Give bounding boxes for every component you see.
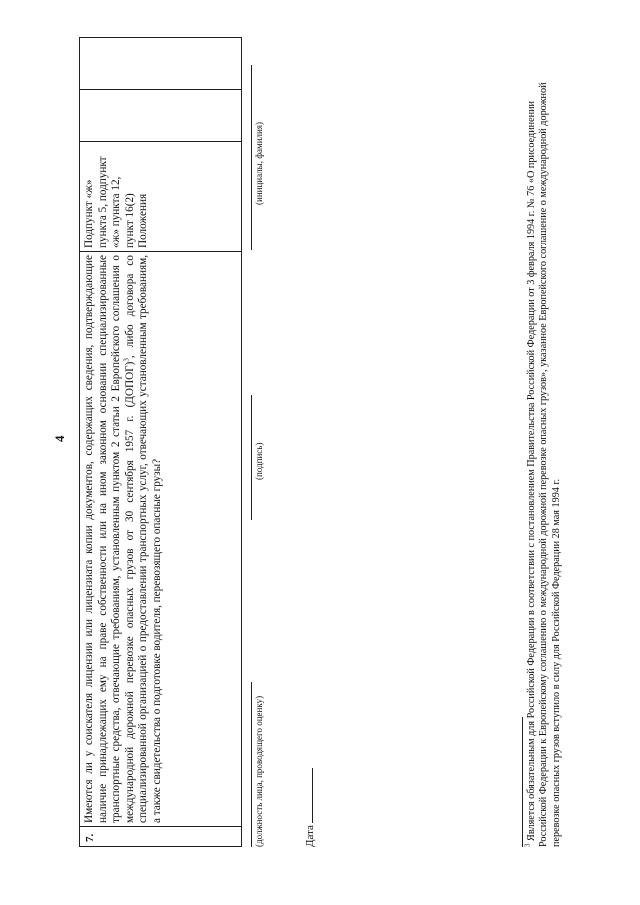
page-number: 4 — [52, 435, 67, 442]
question-text-part-1: Имеются ли у соискателя лицензии или лицензиата копии документов, содержащих сведения, подтверждающие наличие принадлежащих ему на праве собственности или на ином законном основании специализированные транспортные средства, отвечающие требованиям, установленным пунктом 2 статьи 2 Европейского соглашения о международной дорожной перевозке опасных грузов от 30 сентября 1957 г. (ДОПОГ) — [83, 255, 136, 823]
date-row — [303, 768, 316, 847]
footnote — [523, 57, 563, 847]
signature-line — [251, 395, 252, 520]
date-line — [303, 768, 313, 823]
table-divider — [80, 826, 241, 827]
table-divider — [80, 89, 241, 90]
footnote-rule — [522, 717, 523, 847]
row-number: 7. — [84, 833, 96, 842]
position-line — [251, 682, 252, 847]
reference-text: Подпункт «ж» пункта 5, подпункт «ж» пункта 12, пункт 16(2) Положения — [83, 156, 150, 248]
name-line — [251, 65, 252, 250]
footnote-marker: 3 — [523, 843, 532, 847]
footnote-ref: 3 — [122, 358, 131, 362]
date-label: Дата — [304, 825, 316, 847]
table-divider — [80, 251, 241, 252]
question-text — [83, 255, 165, 823]
signature-label: (подпись) — [254, 442, 264, 480]
table-divider — [80, 141, 241, 142]
checklist-table — [79, 37, 242, 847]
footnote-text: Является обязательным для Российской Федерации в соответствии с постановлением Правительства Российской Федерации от 3 февраля 1994 г. № 76 «О присоединении Российской Федерации к Европейскому соглашению о международной дорожной перевозке опасных грузов», указанное Европейского соглашение о международной дорожной перевозке опасных грузов вступило в силу для Российской Федерации 28 мая 1994 г. — [526, 82, 562, 847]
position-label: (должность лица, проводящего оценку) — [254, 695, 264, 847]
name-label: (инициалы, фамилия) — [254, 122, 264, 205]
question-text-part-2: , либо договора со специализированной организацией о предоставлении транспортных услуг, отвечающих установленным требованиям, а также свидетельства о подготовке водителя, перевозящего опасные грузы? — [123, 255, 163, 823]
